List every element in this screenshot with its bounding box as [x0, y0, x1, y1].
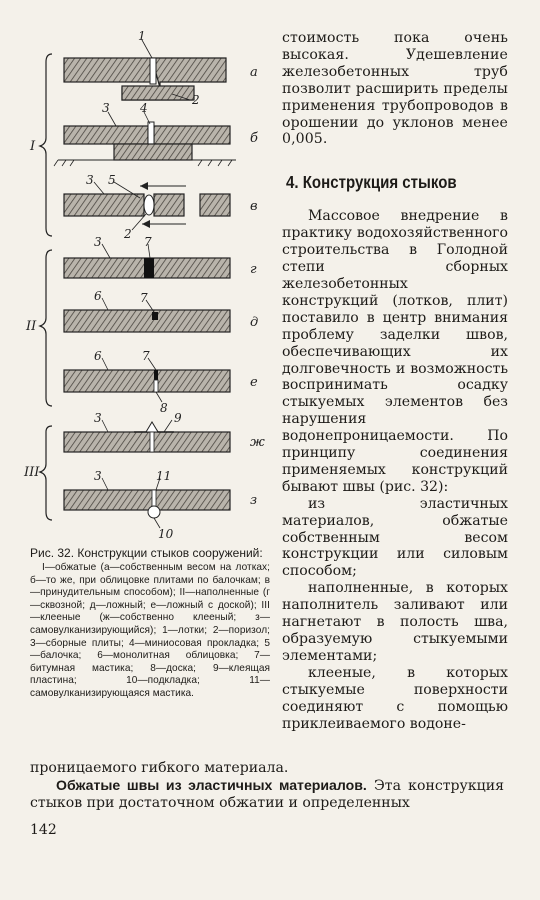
label-3-g: 3 — [94, 235, 102, 249]
list-item: из эластичных материалов, обжатые собственным весом конструкции или силовым способом; — [282, 495, 508, 580]
row-label-a: а — [250, 65, 258, 80]
row-label-zh: ж — [250, 435, 265, 450]
joint-row-d — [64, 289, 258, 332]
label-6-e: 6 — [94, 349, 102, 363]
row-label-v: в — [250, 199, 258, 214]
joint-constructions-figure — [22, 28, 274, 543]
row-label-e: е — [250, 375, 258, 390]
label-3-z: 3 — [94, 469, 102, 483]
subsection-paragraph — [30, 777, 504, 812]
brace-group-1 — [40, 54, 52, 236]
page-number: 142 — [30, 822, 57, 838]
brace-group-2 — [40, 250, 52, 406]
label-7-g: 7 — [144, 235, 152, 249]
list-item: клееные, в которых стыкуемые поверхности соединяют с помощью приклеиваемого водоне- — [282, 664, 508, 732]
row-label-g: г — [250, 262, 257, 277]
bottom-text — [30, 760, 504, 812]
label-3-zh: 3 — [94, 411, 102, 425]
label-10-z: 10 — [158, 527, 174, 541]
label-5-v: 5 — [108, 173, 116, 187]
label-2-a: 2 — [192, 93, 200, 107]
label-9-zh: 9 — [174, 411, 182, 425]
right-text-column — [282, 30, 508, 732]
brace-group-3 — [40, 426, 52, 520]
label-1-a: 1 — [138, 29, 146, 43]
caption-text: I—обжатые (а—собственным весом на лотках; б—то же, при облицовке плитами по балочкам; в—принудительным способом); II—наполненные (г—сквозной; д—ложный; е—ложный с доской); III—клееные (ж—собственно клееный; з—самовулканизирующийся); 1—лотки; 2—поризол; 3—сборные плиты; 4—миниосовая прокладка; 5—балочка; 6—монолитная облицовка; 7—битумная мастика; 8—доска; 9—клеящая пластина; 10—подкладка; 11—самовулканизирующаяся мастика. — [30, 562, 270, 699]
label-6-d: 6 — [94, 289, 102, 303]
label-4-b: 4 — [140, 101, 148, 115]
group-label-III: III — [24, 465, 40, 480]
group-label-II: II — [26, 319, 37, 334]
joint-row-e — [64, 349, 258, 415]
figure-caption — [30, 546, 270, 701]
label-3-v: 3 — [86, 173, 94, 187]
joint-row-zh — [64, 411, 265, 452]
joint-row-g — [64, 235, 257, 278]
label-8-e: 8 — [160, 401, 168, 415]
list-item: наполненные, в которых наполнитель заливают или нагнетают в полость шва, образуемую стыкуемыми элементами; — [282, 580, 508, 664]
subsection-title: Обжатые швы из эластичных материалов. — [56, 777, 367, 793]
row-label-b: б — [250, 131, 258, 146]
joint-row-a — [64, 29, 258, 107]
section-heading: 4. Конструкция стыков — [286, 172, 457, 193]
label-7-e: 7 — [142, 349, 150, 363]
joint-row-v — [64, 173, 258, 241]
joint-row-b — [54, 101, 258, 166]
label-7-d: 7 — [140, 291, 148, 305]
row-label-d: д — [250, 315, 259, 330]
continuation-paragraph: стоимость пока очень высокая. Удешевление железобетонных труб позволит расширить пределы применения трубопроводов в орошении до уклонов менее 0,005. — [282, 30, 508, 148]
label-11-z: 11 — [156, 469, 172, 483]
subsection-text: Эта конструкция стыков при достаточном обжатии и определенных — [30, 778, 504, 811]
tail-line: проницаемого гибкого материала. — [30, 760, 289, 776]
row-label-z: з — [250, 493, 258, 508]
label-2-v: 2 — [124, 227, 132, 241]
joint-row-z — [64, 469, 257, 541]
intro-paragraph: Массовое внедрение в практику водохозяйственного строительства в Голодной степи сборных железобетонных конструкций (лотков, плит) поставило в центр внимания проблему заделки швов, обеспечивающих их долговечность и возможность воспринимать осадку стыкуемых элементов без нарушения водонепроницаемости. По принципу соединения применяемых конструкций бывают швы (рис. 32): — [282, 208, 508, 495]
caption-title: Рис. 32. Конструкции стыков сооружений: — [30, 546, 263, 560]
label-3-b: 3 — [102, 101, 110, 115]
group-label-I: I — [30, 139, 36, 154]
